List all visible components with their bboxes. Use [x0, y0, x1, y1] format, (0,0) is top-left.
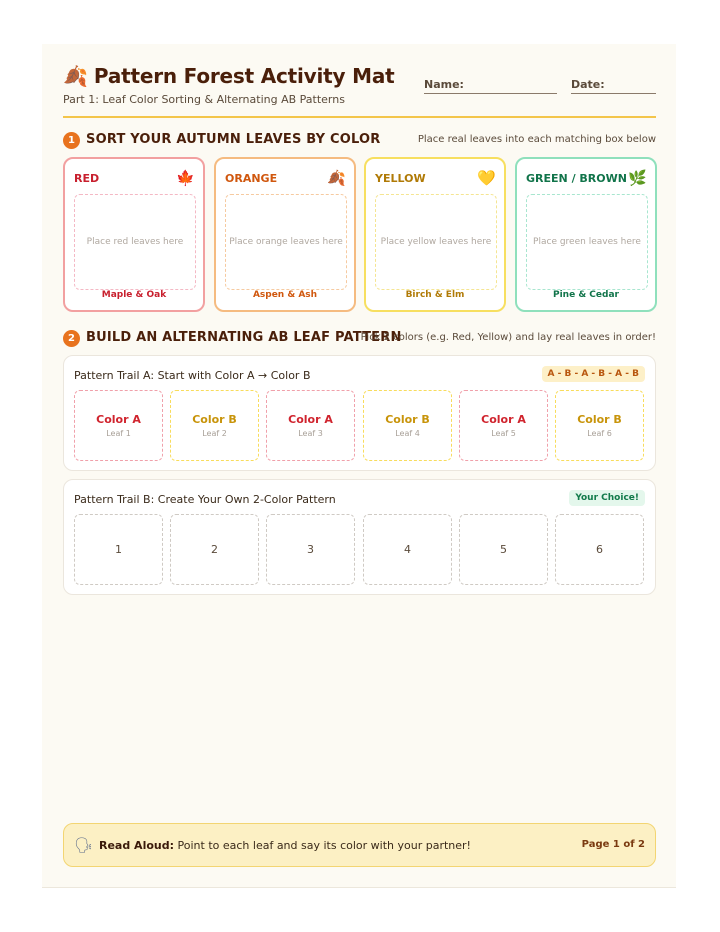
slot-leaf-label: Leaf 4 — [395, 429, 420, 438]
color-box-examples: Maple & Oak — [101, 290, 167, 300]
color-box-label: RED — [74, 172, 100, 185]
slot-color-label: Color A — [481, 413, 526, 426]
pattern-slot[interactable] — [266, 390, 355, 461]
slot-color-label: Color B — [577, 413, 622, 426]
slot-number: 2 — [211, 543, 218, 556]
leaf-drop-zone[interactable]: Place orange leaves here — [225, 194, 347, 290]
speaking-head-icon: 🗣 — [74, 836, 94, 854]
pattern-slot[interactable] — [170, 390, 259, 461]
slot-color-label: Color A — [288, 413, 333, 426]
pattern-slot[interactable] — [363, 514, 452, 585]
slot-number: 3 — [307, 543, 314, 556]
section-1-number: 1 — [63, 132, 80, 149]
pattern-slot[interactable] — [555, 514, 644, 585]
section-2-note: Pick 2 colors (e.g. Red, Yellow) and lay real leaves in order! — [360, 332, 656, 343]
slot-color-label: Color B — [192, 413, 237, 426]
slot-color-label: Color B — [385, 413, 430, 426]
slot-leaf-label: Leaf 5 — [491, 429, 516, 438]
pattern-slot[interactable] — [74, 514, 163, 585]
header — [63, 64, 656, 118]
color-box-1[interactable] — [63, 157, 205, 312]
slot-color-label: Color A — [96, 413, 141, 426]
page-subtitle: Part 1: Leaf Color Sorting & Alternating AB Patterns — [63, 93, 345, 106]
slot-leaf-label: Leaf 2 — [202, 429, 227, 438]
section-2-number: 2 — [63, 330, 80, 347]
maple-leaf-icon: 🍁 — [176, 169, 195, 187]
color-box-examples: Birch & Elm — [405, 290, 465, 300]
color-box-examples: Pine & Cedar — [553, 290, 619, 300]
slot-leaf-label: Leaf 1 — [106, 429, 131, 438]
page-number: Page 1 of 2 — [581, 839, 645, 850]
trail-b-title: Pattern Trail B: Create Your Own 2-Color Pattern — [74, 493, 336, 506]
yellow-heart-icon: 💛 — [477, 169, 496, 187]
title-row — [63, 64, 394, 88]
trail-a-badge: A - B - A - B - A - B — [542, 366, 646, 382]
leaf-drop-zone[interactable]: Place green leaves here — [526, 194, 648, 290]
pattern-slot[interactable] — [555, 390, 644, 461]
read-aloud-text — [99, 839, 471, 852]
read-aloud-instruction: Point to each leaf and say its color with your partner! — [174, 839, 471, 852]
pattern-slot[interactable] — [459, 390, 548, 461]
leaf-icon: 🍂 — [63, 64, 88, 88]
activity-mat-page — [42, 44, 676, 888]
pattern-slot[interactable] — [363, 390, 452, 461]
color-box-label: ORANGE — [225, 172, 278, 185]
page-title: Pattern Forest Activity Mat — [93, 64, 395, 88]
color-box-2[interactable] — [214, 157, 356, 312]
pattern-slot[interactable] — [74, 390, 163, 461]
section-2-header — [63, 329, 656, 349]
section-1-header — [63, 131, 656, 151]
pattern-trail-b — [63, 479, 656, 595]
slot-leaf-label: Leaf 6 — [587, 429, 612, 438]
slot-number: 5 — [500, 543, 507, 556]
trail-b-badge: Your Choice! — [569, 490, 645, 506]
section-1-note: Place real leaves into each matching box below — [417, 134, 656, 145]
slot-number: 6 — [596, 543, 603, 556]
color-box-4[interactable] — [515, 157, 657, 312]
trail-a-title: Pattern Trail A: Start with Color A → Color B — [74, 369, 311, 382]
leaf-drop-zone[interactable]: Place red leaves here — [74, 194, 196, 290]
color-box-3[interactable] — [364, 157, 506, 312]
color-box-label: YELLOW — [375, 172, 426, 185]
color-box-examples: Aspen & Ash — [252, 290, 318, 300]
fallen-leaf-icon: 🍂 — [327, 169, 346, 187]
slot-leaf-label: Leaf 3 — [298, 429, 323, 438]
slot-number: 4 — [404, 543, 411, 556]
section-1-title: SORT YOUR AUTUMN LEAVES BY COLOR — [86, 132, 381, 147]
pattern-slot[interactable] — [459, 514, 548, 585]
color-box-label: GREEN / BROWN — [526, 172, 627, 185]
section-2-title: BUILD AN ALTERNATING AB LEAF PATTERN — [86, 330, 402, 345]
read-aloud-bar — [63, 823, 656, 867]
leaf-drop-zone[interactable]: Place yellow leaves here — [375, 194, 497, 290]
date-field[interactable]: Date: — [571, 78, 656, 94]
pattern-slot[interactable] — [170, 514, 259, 585]
pattern-slot[interactable] — [266, 514, 355, 585]
slot-number: 1 — [115, 543, 122, 556]
pattern-trail-a — [63, 355, 656, 471]
name-field[interactable]: Name: — [424, 78, 557, 94]
read-aloud-label: Read Aloud: — [99, 839, 175, 852]
herb-leaf-icon: 🌿 — [628, 169, 647, 187]
